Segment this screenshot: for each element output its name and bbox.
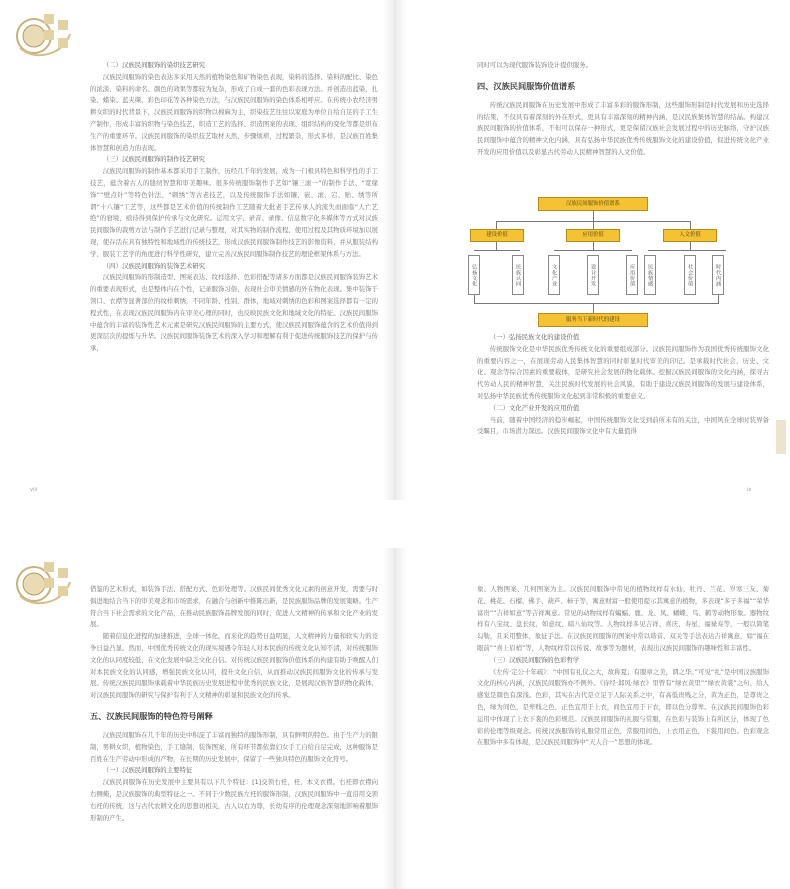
subsection-heading: （三）汉族民间服饰的色彩哲学 bbox=[489, 655, 580, 664]
text-column bbox=[90, 60, 378, 355]
connector bbox=[554, 250, 632, 251]
diagram-leaf: 应用价值 bbox=[626, 255, 638, 295]
side-tab bbox=[776, 420, 786, 454]
paragraph: 同时可以为现代服饰装饰设计提供服务。 bbox=[477, 61, 593, 69]
diagram-branch: 建设价值 bbox=[470, 229, 524, 242]
connector bbox=[593, 303, 594, 313]
subsection-heading: （二）文化产业开发的应用价值 bbox=[489, 403, 580, 412]
diagram-leaf: 时代内涵 bbox=[712, 255, 724, 295]
paragraph: 汉族民间服饰的制作基本都采用手工制作，历经几千年的发展，成为一门极具特色和科学性的手工技艺，蕴含着古人的缝纫智慧和审美趣味。很多传统服饰制作手艺如“镶三滚一”的制作手法、“宽缘饰”“壁点针”等特色针法、“刺绣”等古老技艺，以及传统服饰手法如镶、嵌、滚、宕、贴、绣等所谓“十八镶”工艺等，这些都是艺术价值的传统制作工艺随着大批老手艺传承人的流失而面临“人亡艺绝”的窘境，亟待得到保护传承与文化研究。运用文字、录音、录像、信息数字化多媒体等方式对汉族民间服饰的裁剪方法与制作手艺进行记录与整理，对其实物的制作流程、使用过程及其物质环境加以展现，使存活在具有独特性和地域性的传统技艺，形成汉族民间服饰制作技艺的影像资料，并从服装结构学、服装工艺学的角度进行科学性研究，建立完善汉族民间服饰制作技艺的理论框架体系与方法。 bbox=[90, 167, 378, 258]
diagram-leaf: 文化产业 bbox=[548, 255, 560, 295]
diagram-branch: 人文价值 bbox=[663, 229, 717, 242]
diagram-leaf: 民族情感 bbox=[644, 255, 656, 295]
paragraph: 当前，随着中国经济的稳步崛起，中国传统服饰文化受到前所未有的关注，中国风在全球时装界备受瞩目，市场潜力深远。汉族民间服饰文化中有大量值得 bbox=[477, 415, 769, 436]
gutter-shadow bbox=[383, 548, 407, 889]
paragraph: 传统服饰文化是中华民族优秀传统文化的重要组成部分。汉族民间服饰作为我国优秀传统服饰文化的重要内容之一，在展现劳动人民集体智慧的同时彰显时代审美的印记。是承载时代社会、历史、文化、观念等综合因素的重要载体，是研究社会发展的物化载体。挖掘汉族民间服饰的文化内涵，探寻古代劳动人民的精神智慧，关注民族时代发展的社会风貌，有助于建设汉族民间服饰的发展与建设体系，对弘扬中华民族优秀传统服饰文化起到非常积极的重要意义。 bbox=[477, 344, 769, 400]
subsection-heading: （四）汉族民间服饰的装饰艺术研究 bbox=[102, 261, 206, 270]
decorative-seal-emblem-icon bbox=[14, 556, 74, 612]
diagram-leaf: 弘扬文化 bbox=[468, 255, 480, 295]
text-column bbox=[477, 332, 769, 438]
page-x bbox=[0, 548, 395, 889]
paragraph: 汉族民间服饰的形制造型、图案表达、纹样选择、色彩搭配等诸多方面都是汉族民间服饰装饰艺术的重要表现形式，也是整体内在个性，记录服饰习俗、表现社会审美情感的外在物化表现。集中装饰于领口、衣襟等显著部位的纹样刺绣，不同年龄、性别、群体，地域对刺绣的色彩和图案选择都有一定的程式性，在表现汉族民间服饰内在审美心理的同时，也反映民族文化和地域文化的特征。汉族民间服饰中蕴含的丰富的装饰性艺术元素是研究汉族民间服饰的主要方式，使汉族民间服饰蕴含的艺术价值得到更深层次的提炼与升华。汉族民间服饰装饰艺术的深入学习和理解有利于促进传统服饰技艺的保护与传承， bbox=[90, 273, 378, 353]
paragraph: 《左传·定公十年疏》：“中国有礼仪之大，故称夏；有服章之美，谓之华。”可见“礼”是中国汉族服饰文化的核心内涵，汉族民间服饰亦不例外。《诗经·邶风·绿衣》里曾有“绿衣黄里”“绿衣黄裳”之句，给人感觉是颜色有深浅。色彩，其实在古代是立足于人际关系之中，有高低贵贱之分，黄为正色，是尊贵之色，绿为间色，是卑贱之色，正色宜用于上衣，间色宜用于下衣，即以色分尊卑。在汉族民间服饰色彩运用中体现了上衣下裳的色彩规范。汉族民间服饰的礼服与常服，在色彩与装饰上有所区分，体现了色彩的伦理等级观念。传统汉族服饰的礼服常用正色，常服用间色，上衣用正色，下裳用间色。色彩观念在服饰中多有体现，是汉族民间服饰中“天人合一”思想的体现。 bbox=[477, 667, 769, 747]
connector bbox=[690, 221, 691, 229]
connector bbox=[474, 250, 520, 251]
folio: viii bbox=[30, 487, 38, 493]
subsection-heading: （二）汉族民间服饰的染织技艺研究 bbox=[102, 61, 206, 69]
gutter-shadow bbox=[383, 0, 407, 500]
value-spectrum-diagram bbox=[466, 197, 726, 329]
connector bbox=[648, 250, 726, 251]
subsection-heading: （一）汉族民间服饰的主要特征 bbox=[102, 766, 193, 775]
paragraph: 象、人物图案、几何图案为主。汉族民间服饰中常见的植物纹样有水仙、牡丹、兰花、岁寒三友、菊花、桃花、石榴、佛手、葫芦、柿子等，寓意财富一般使用提示其寓意的植物，多表现“多子多福”“荣华富贵”“吉祥如意”等吉祥寓意。常见的动物纹样有蝙蝠、鹿、龙、凤、蝴蝶、鸟、鹤等动物形象。器物纹样有八宝纹、盘长纹、如意纹、暗八仙纹等。人物纹样多见吉祥、喜庆、寿星、福禄寿等，一般以简笔勾勒，且采用整体、象征手法。在汉族民间服饰的图案中常以谐音、双关等手法表达吉祥寓意，如“福在眼前”“喜上眉梢”等，人物纹样常以传说、故事等为题材，表现出汉族民间服饰的趣味性和丰富性。 bbox=[477, 585, 769, 652]
text-column bbox=[477, 584, 769, 749]
connector bbox=[593, 242, 594, 250]
folio: ix bbox=[747, 487, 752, 493]
connector bbox=[593, 211, 594, 221]
connector bbox=[496, 221, 497, 229]
text-column bbox=[90, 584, 378, 824]
paragraph: 传统汉族民间服饰在历史发展中形成了丰富多彩的服饰形制，这些服饰形制是时代发展和历史选择的结果，不仅具有着深刻的外在形式，更具有丰富深刻的精神内涵，是汉民族集体智慧的结晶。构建汉族民间服饰的价值体系，不但可以保存一种形式，更是保留汉族社会发展过程中的历史脉络，守护汉族民间服饰中蕴含的精神文化内涵，具有弘扬中华民族优秀传统服饰文化的建设价值，促进传统文化产业开发的应用价值以及彰显古代劳动人民精神智慧的人文价值。 bbox=[477, 100, 769, 156]
connector bbox=[690, 242, 691, 250]
paragraph: 汉族民间服饰在历史发展中主要具有以下几个特征：[1]交领右衽，衽，本义衣襟。右衽即衣襟向右侧掩，是汉族服饰的典型特征之一。不同于少数民族左衽的服饰形制，汉族民间服饰中一直沿用交领右衽的传统，这与古代农耕文化的思想切相关，古人以右为尊，长幼有序的伦理观念深刻地影响着服饰形制的产生。 bbox=[90, 778, 378, 822]
diagram-leaf: 民族认同 bbox=[512, 255, 524, 295]
diagram-leaf: 社会价值 bbox=[684, 255, 696, 295]
paragraph: 随着信息化进程的加速推进，全球一体化，而来化的趋势日益明显，人文精神的力量和软实力的竞争日益凸显。然而，中国优秀传统文化的现实境遇令年轻人对本民族的传统文化认知不清，对传统服饰文化的认同度较低，在文化发展中缺乏文化自信。对传统汉族民间服饰价值体系的构建有助于唤醒人们对本民族文化的认同感，增强民族文化认同，提升文化自信，从而推动汉族民间服饰文化的传承与发展。传统汉族民间服饰承载着中华民族历史发展进程中优秀的民族文化，是展现汉族智慧的物化载体，对汉族民间服饰的研究与保护有利于人文精神的彰显和民族文化的传承。 bbox=[90, 632, 378, 700]
connector bbox=[474, 303, 719, 304]
paragraph: 汉族民间服饰的染色表达多采用天然的植物染色和矿物染色表现，染料的选择、染料的配比、染色的浓淡、染料的命名、颜色的效果等都较为复杂，形成了自成一套的色彩表现方法。并创造出蓝染、扎染、蜡染、蓝夹缬、彩色印花等各种染色方法，与汉族民间服饰的染色体系相呼应。在传统小农经济男耕女织的时代背景下，汉族民间服饰的织物以棉麻为主，织染技艺往往以家庭为单位自给自足的手工生产制作，形成丰富的织物与染色技艺，织造工艺的选择、织造图案的表现、组织结构的变化等都是织布生产的重要环节。汉族民间服饰的染织技艺取材天然，步骤烦琐，过程繁杂，形式多样，是汉族百姓集体智慧和创造力的表现。 bbox=[90, 72, 378, 152]
section-heading: 四、汉族民间服饰价值谱系 bbox=[477, 80, 576, 91]
connector bbox=[593, 221, 594, 229]
section-heading: 五、汉族民间服饰的特色符号阐释 bbox=[90, 710, 213, 721]
text-column bbox=[477, 60, 769, 159]
connector bbox=[718, 295, 719, 303]
diagram-footer: 服务当下新时代的建设 bbox=[538, 313, 648, 327]
diagram-root: 汉族民间服饰价值谱系 bbox=[538, 197, 648, 211]
page-viii bbox=[0, 0, 395, 500]
diagram-branch: 应用价值 bbox=[566, 229, 620, 242]
diagram-leaf: 设计开发 bbox=[587, 255, 599, 295]
connector bbox=[474, 295, 475, 303]
decorative-seal-emblem-icon bbox=[14, 8, 74, 64]
bottom-spread bbox=[0, 548, 790, 889]
paragraph: 汉族民间服饰在几千年的历史中积淀了丰富而独特的服饰形制，具有鲜明的特色。由于生产力的限制，男耕女织，植物染色，手工缝制，装饰图案，所有环节都依靠妇女手工自给自足完成，这种服饰是百姓在生产劳动中形成的产物，在长期的历史发展中，保留了一些独具特色的服饰文化符号。 bbox=[90, 730, 378, 763]
connector bbox=[496, 242, 497, 250]
page-xi bbox=[395, 548, 790, 889]
paragraph: 借鉴的艺术形式，如装饰手法、搭配方式、色彩处理等。汉族民间优秀文化元素的创意开发，需要与时俱进地结合当下的审美观念和市场需求，在融合与创新中推陈出新，是民族服饰品牌的发展策略。生产符合当下社会需求的文化产品，在推动民族服饰品牌发展的同时，促进人文精神的传承和文化产业的发展。 bbox=[90, 585, 378, 629]
subsection-heading: （三）汉族民间服饰的制作技艺研究 bbox=[102, 155, 206, 164]
subsection-heading: （一）弘扬民族文化的建设价值 bbox=[489, 333, 580, 341]
